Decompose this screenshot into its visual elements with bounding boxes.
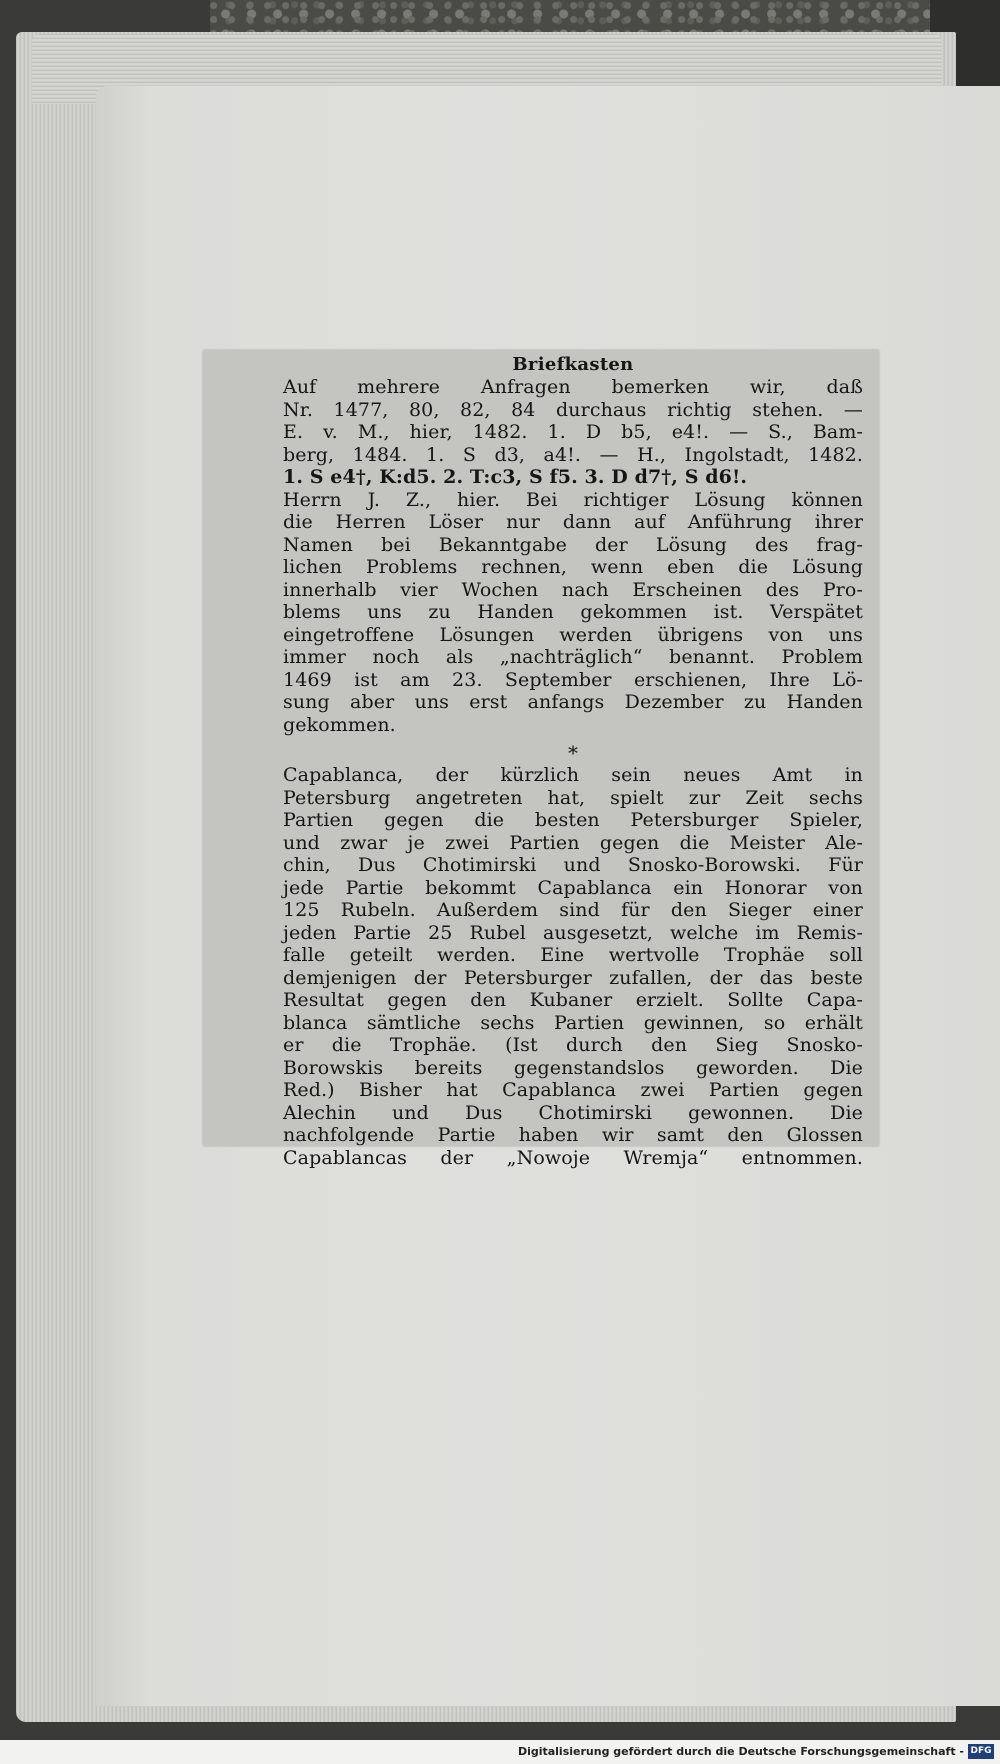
text-line: die Herren Löser nur dann auf Anführung ihrer [283, 511, 863, 533]
text-line: gekommen. [283, 713, 396, 736]
clipping-title: Briefkasten [512, 354, 634, 375]
newspaper-clipping [203, 350, 879, 1169]
text-line: innerhalb vier Wochen nach Erscheinen des Pro- [283, 578, 863, 601]
text-line: Auf mehrere Anfragen bemerken wir, daß [283, 376, 863, 398]
text-line: Capablancas der „Nowoje Wremja“ entnommen. [283, 1146, 863, 1169]
text-line: E. v. M., hier, 1482. 1. D b5, e4!. — S., Bam- [283, 421, 863, 443]
text-line: Red.) Bisher hat Capablanca zwei Partien gegen [283, 1079, 863, 1101]
paragraph-answers [283, 376, 863, 489]
text-line: und zwar je zwei Partien gegen die Meister Ale- [283, 831, 863, 854]
footer-credit-text: Digitalisierung gefördert durch die Deutsche Forschungsgemeinschaft - [517, 1745, 964, 1758]
text-line: 125 Rubeln. Außerdem sind für den Sieger einer [283, 899, 863, 921]
text-line: jede Partie bekommt Capablanca ein Honorar von [283, 876, 863, 899]
text-line: lichen Problems rechnen, wenn eben die Lösung [283, 556, 863, 578]
text-line: demjenigen der Petersburger zufallen, der das beste [283, 966, 863, 989]
text-line: jeden Partie 25 Rubel ausgesetzt, welche im Remis- [283, 921, 863, 944]
text-line: Herrn J. Z., hier. Bei richtiger Lösung können [283, 488, 863, 511]
text-line: Partien gegen die besten Petersburger Spieler, [283, 809, 863, 831]
text-line: Capablanca, der kürzlich sein neues Amt in [283, 764, 863, 786]
text-line: blanca sämtliche sechs Partien gewinnen, so erhält [283, 1011, 863, 1034]
text-line: falle geteilt werden. Eine wertvolle Trophäe soll [283, 944, 863, 966]
text-line: 1469 ist am 23. September erschienen, Ihre Lö- [283, 668, 863, 691]
text-line: nachfolgende Partie haben wir samt den Glossen [283, 1124, 863, 1146]
text-line: Borowskis bereits gegenstandslos geworden. Die [283, 1056, 863, 1079]
text-line: Alechin und Dus Chotimirski gewonnen. Die [283, 1101, 863, 1124]
dfg-logo: DFG [968, 1744, 994, 1759]
book-cover-edge [210, 0, 930, 34]
text-line: chin, Dus Chotimirski und Snosko-Borowski. Für [283, 854, 863, 876]
text-line: Resultat gegen den Kubaner erzielt. Sollte Capa- [283, 989, 863, 1011]
text-line: Petersburg angetreten hat, spielt zur Zeit sechs [283, 786, 863, 809]
text-line: blems uns zu Handen gekommen ist. Verspätet [283, 601, 863, 623]
digitization-footer [0, 1740, 1000, 1764]
paragraph-capablanca [283, 764, 863, 1169]
text-line: er die Trophäe. (Ist durch den Sieg Snosko- [283, 1034, 863, 1056]
paragraph-notice [283, 489, 863, 737]
separator-star: * [568, 741, 578, 765]
clipping-text-column [283, 350, 863, 1169]
text-line: sung aber uns erst anfangs Dezember zu Handen [283, 691, 863, 713]
text-line: Nr. 1477, 80, 82, 84 durchaus richtig stehen. — [283, 398, 863, 421]
text-line: berg, 1484. 1. S d3, a4!. — H., Ingolstadt, 1482. [283, 443, 863, 466]
text-line: immer noch als „nachträglich“ benannt. Problem [283, 646, 863, 668]
text-line: Namen bei Bekanntgabe der Lösung des frag- [283, 533, 863, 556]
text-line: 1. S e4†, K:d5. 2. T:c3, S f5. 3. D d7†, S d6!. [283, 466, 748, 488]
text-line: eingetroffene Lösungen werden übrigens von uns [283, 623, 863, 646]
